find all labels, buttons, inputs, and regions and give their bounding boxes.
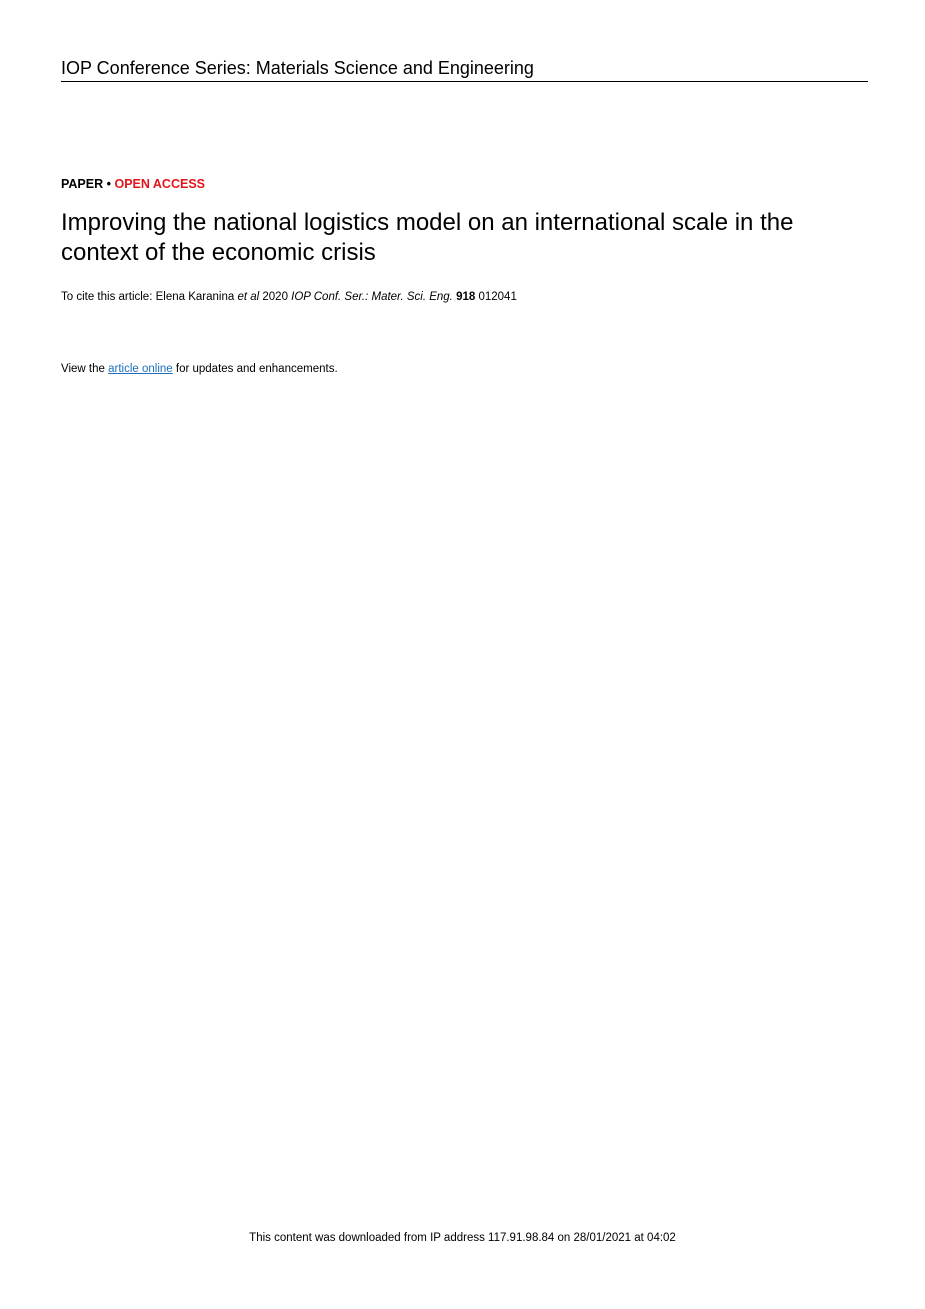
citation-et-al: et al <box>237 291 260 303</box>
journal-header <box>61 57 868 82</box>
open-access-label: OPEN ACCESS <box>114 177 205 191</box>
citation-prefix: To cite this article: Elena Karanina <box>61 291 238 303</box>
citation-journal: IOP Conf. Ser.: Mater. Sci. Eng. <box>291 291 453 303</box>
citation-year: 2020 <box>259 291 292 303</box>
article-online-link[interactable]: article online <box>108 363 173 375</box>
citation-volume: 918 <box>456 291 476 303</box>
view-online-suffix: for updates and enhancements. <box>172 363 338 375</box>
article-type-label <box>61 176 205 192</box>
view-online-prefix: View the <box>61 363 109 375</box>
journal-name: IOP Conference Series: Materials Science and Engineering <box>61 58 534 78</box>
view-online-line <box>61 362 338 377</box>
citation-line <box>61 290 517 305</box>
download-note: This content was downloaded from IP address 117.91.98.84 on 28/01/2021 at 04:02 <box>249 1232 676 1244</box>
citation-article-number: 012041 <box>475 291 517 303</box>
paper-title: Improving the national logistics model on an international scale in the context of the economic crisis <box>61 209 794 266</box>
paper-label: PAPER <box>61 177 104 191</box>
label-separator: • <box>103 177 115 191</box>
